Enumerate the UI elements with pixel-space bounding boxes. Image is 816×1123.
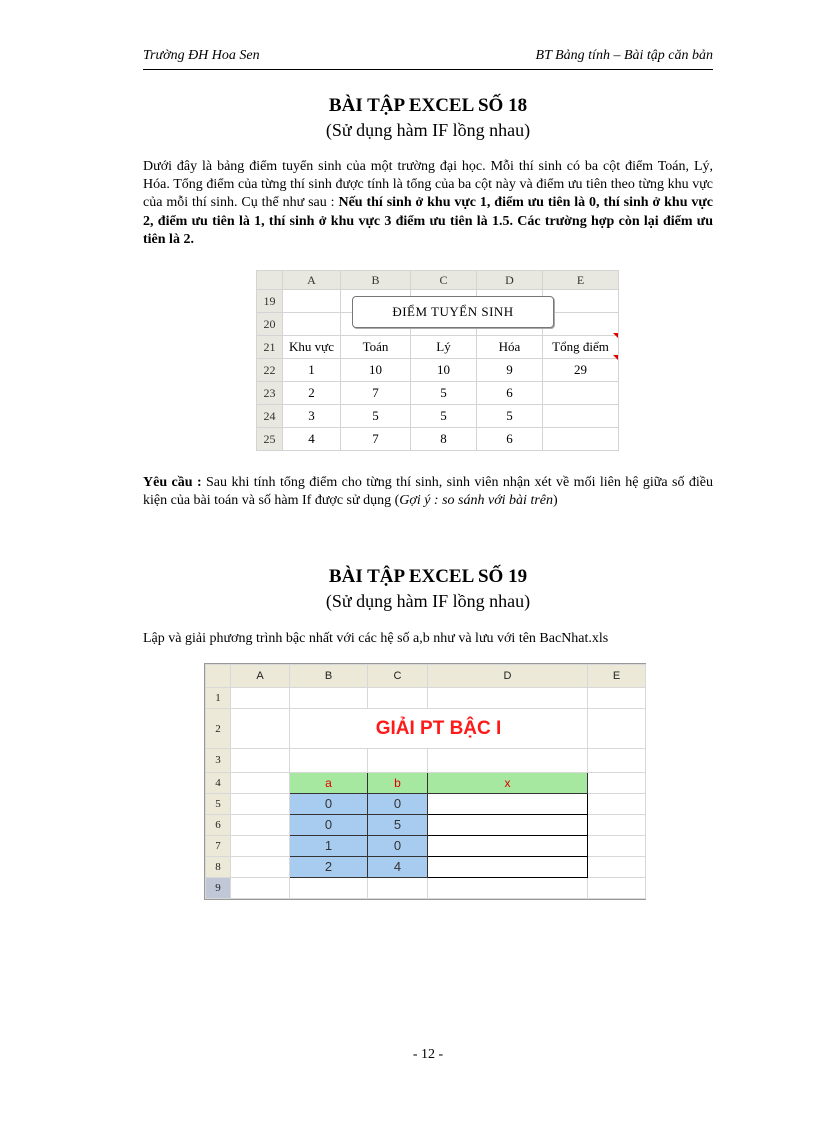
row-number[interactable]: 8 (206, 856, 231, 877)
cell[interactable] (231, 835, 290, 856)
cell[interactable]: 7 (341, 382, 411, 405)
requirement-text: Sau khi tính tổng điểm cho từng thí sinh, sinh viên nhận xét về mối liên hệ giữa số điều kiện của bài toán và số hàm If được sử dụng ( (143, 475, 713, 509)
cell[interactable] (588, 709, 646, 749)
col-header[interactable]: C (368, 665, 428, 688)
ex19-intro: Lập và giải phương trình bậc nhất với các hệ số a,b như và lưu với tên BacNhat.xls (143, 631, 609, 646)
cell[interactable] (368, 877, 428, 898)
col-header[interactable]: A (231, 665, 290, 688)
table-row (206, 856, 646, 877)
cell[interactable] (428, 749, 588, 772)
cell[interactable] (428, 688, 588, 709)
row-number[interactable]: 25 (257, 428, 283, 451)
ex18-title: BÀI TẬP EXCEL SỐ 18 (328, 95, 528, 116)
cell[interactable] (588, 835, 646, 856)
cell[interactable]: Lý (411, 336, 477, 359)
col-header[interactable]: D (477, 271, 543, 290)
cell[interactable]: 2 (283, 382, 341, 405)
header-a-cell[interactable]: a (290, 772, 368, 793)
row-number[interactable]: 3 (206, 749, 231, 772)
b-value-cell[interactable]: 0 (368, 793, 428, 814)
cell[interactable]: Toán (341, 336, 411, 359)
cell[interactable] (231, 709, 290, 749)
cell[interactable] (543, 405, 619, 428)
ex18-subtitle: (Sử dụng hàm IF lồng nhau) (325, 120, 531, 140)
requirement-hint: Gợi ý : so sánh với bài trên (399, 493, 553, 509)
requirement-label: Yêu cầu : (143, 475, 202, 490)
cell[interactable] (283, 313, 341, 336)
cell[interactable] (290, 749, 368, 772)
cell[interactable]: 10 (341, 359, 411, 382)
cell[interactable]: 5 (411, 382, 477, 405)
x-result-cell[interactable] (428, 856, 588, 877)
ex18-requirement (143, 474, 713, 510)
table-row (206, 877, 646, 898)
cell[interactable]: Khu vực (283, 336, 341, 359)
a-value-cell[interactable]: 0 (290, 793, 368, 814)
cell[interactable] (588, 688, 646, 709)
ex18-intro-plain: Dưới đây là bảng điểm tuyển sinh của một trường đại học. Mỗi thí sinh có ba cột điểm Toán, Lý, Hóa. Tổng điểm của từng thí sinh được tính là tổng của ba cột này và điểm ưu tiên theo từng khu vực của mỗi thí sinh. Cụ thể như sau : (143, 159, 713, 211)
cell[interactable]: 1 (283, 359, 341, 382)
cell[interactable] (231, 814, 290, 835)
corner-cell[interactable] (257, 271, 283, 290)
header-school: Trường ĐH Hoa Sen (143, 48, 260, 63)
cell[interactable] (231, 688, 290, 709)
x-result-cell[interactable] (428, 793, 588, 814)
page-header (143, 48, 713, 68)
cell[interactable] (231, 793, 290, 814)
cell[interactable] (290, 688, 368, 709)
ex19-subtitle: (Sử dụng hàm IF lồng nhau) (325, 591, 531, 611)
col-header[interactable]: E (588, 665, 646, 688)
row-number[interactable]: 21 (257, 336, 283, 359)
a-value-cell[interactable]: 0 (290, 814, 368, 835)
a-value-cell[interactable]: 2 (290, 856, 368, 877)
header-course: BT Bảng tính – Bài tập căn bản (535, 48, 713, 63)
cell[interactable] (588, 772, 646, 793)
col-header[interactable]: B (341, 271, 411, 290)
header-x-cell[interactable]: x (428, 772, 588, 793)
row-number[interactable]: 24 (257, 405, 283, 428)
cell[interactable]: 8 (411, 428, 477, 451)
col-header[interactable]: D (428, 665, 588, 688)
table-row (206, 709, 646, 749)
row-number[interactable]: 6 (206, 814, 231, 835)
row-number[interactable]: 4 (206, 772, 231, 793)
row-number[interactable]: 19 (257, 290, 283, 313)
cell[interactable]: 10 (411, 359, 477, 382)
cell[interactable]: 3 (283, 405, 341, 428)
cell[interactable] (588, 856, 646, 877)
table-row (206, 688, 646, 709)
cell[interactable]: 5 (341, 405, 411, 428)
table-row (206, 749, 646, 772)
cell[interactable]: 5 (411, 405, 477, 428)
b-value-cell[interactable]: 4 (368, 856, 428, 877)
table-row (257, 336, 619, 359)
cell[interactable]: 5 (477, 405, 543, 428)
cell[interactable] (368, 749, 428, 772)
cell[interactable]: 6 (477, 382, 543, 405)
sheet-title[interactable]: GIẢI PT BẬC I (290, 709, 588, 749)
cell[interactable] (428, 877, 588, 898)
cell[interactable] (368, 688, 428, 709)
cell[interactable]: Tổng điểm (543, 336, 619, 359)
ex18-spreadsheet (256, 270, 618, 447)
ex19-spreadsheet (204, 663, 646, 900)
requirement-close: ) (553, 493, 558, 509)
header-rule (143, 69, 713, 70)
cell[interactable]: 29 (543, 359, 619, 382)
b-value-cell[interactable]: 0 (368, 835, 428, 856)
cell[interactable] (290, 877, 368, 898)
cell[interactable] (283, 290, 341, 313)
row-number[interactable]: 20 (257, 313, 283, 336)
cell[interactable] (588, 793, 646, 814)
row-number[interactable]: 2 (206, 709, 231, 749)
corner-cell[interactable] (206, 665, 231, 688)
cell[interactable]: 6 (477, 428, 543, 451)
cell[interactable] (543, 382, 619, 405)
ex19-title: BÀI TẬP EXCEL SỐ 19 (328, 566, 528, 587)
col-header[interactable]: C (411, 271, 477, 290)
table-row (257, 359, 619, 382)
b-value-cell[interactable]: 5 (368, 814, 428, 835)
x-result-cell[interactable] (428, 835, 588, 856)
table-row (206, 772, 646, 793)
cell[interactable]: Hóa (477, 336, 543, 359)
cell[interactable] (231, 877, 290, 898)
table-row (206, 814, 646, 835)
cell[interactable]: 7 (341, 428, 411, 451)
table-row (257, 405, 619, 428)
table-row (206, 793, 646, 814)
comment-marker-icon (613, 355, 618, 360)
cell[interactable] (588, 749, 646, 772)
table-row (206, 835, 646, 856)
ex19-grid (205, 664, 646, 899)
cell[interactable] (231, 772, 290, 793)
cell[interactable] (231, 749, 290, 772)
row-number[interactable]: 5 (206, 793, 231, 814)
row-number[interactable]: 22 (257, 359, 283, 382)
row-number[interactable]: 1 (206, 688, 231, 709)
ex18-intro-bold: Nếu thí sinh ở khu vực 1, điểm ưu tiên là 0, thí sinh ở khu vực 2, điểm ưu tiên là 1, thí sinh ở khu vực 3 điểm ưu tiên là 1.5. Các trường hợp còn lại điểm ưu tiên là 2. (143, 195, 713, 247)
a-value-cell[interactable]: 1 (290, 835, 368, 856)
row-number[interactable]: 7 (206, 835, 231, 856)
col-header[interactable]: B (290, 665, 368, 688)
table-row (257, 382, 619, 405)
cell[interactable]: 4 (283, 428, 341, 451)
cell[interactable] (543, 428, 619, 451)
header-b-cell[interactable]: b (368, 772, 428, 793)
score-banner: ĐIỂM TUYỂN SINH (352, 296, 554, 328)
x-result-cell[interactable] (428, 814, 588, 835)
page-number: - 12 - (412, 1047, 444, 1062)
row-number[interactable]: 23 (257, 382, 283, 405)
cell[interactable] (588, 877, 646, 898)
cell[interactable] (588, 814, 646, 835)
cell[interactable] (231, 856, 290, 877)
col-header[interactable]: E (543, 271, 619, 290)
table-row (257, 428, 619, 451)
cell[interactable]: 9 (477, 359, 543, 382)
ex18-intro (143, 158, 713, 249)
comment-marker-icon (613, 333, 618, 338)
row-number[interactable]: 9 (206, 877, 231, 898)
col-header[interactable]: A (283, 271, 341, 290)
